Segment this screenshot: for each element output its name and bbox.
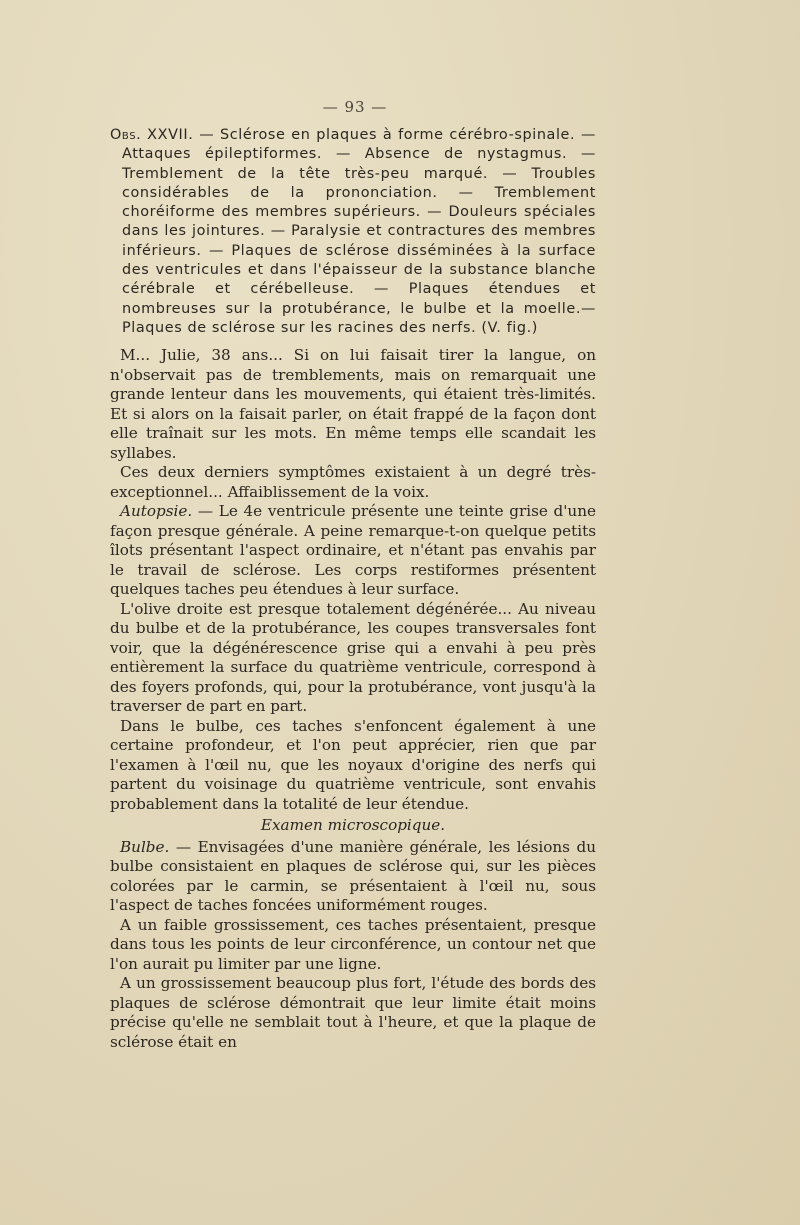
paragraph-symptoms: Ces deux derniers symptômes existaient à un degré très-exceptionnel... Affaiblissement de la voix. [110, 463, 596, 501]
paragraph-autopsie [110, 502, 596, 600]
body-text [110, 126, 596, 1052]
autopsie-label: Autopsie. [120, 502, 193, 521]
paragraph-olive: L'olive droite est presque totalement dégénérée... Au niveau du bulbe et de la protubérance, les coupes transversales font voir, que la dégénérescence grise qui a envahi à peu près entièrement la surface du quatrième ventricule, correspond à des foyers profonds, qui, pour la protubérance, vont jusqu'à la traverser de part en part. [110, 599, 596, 716]
page-number: — 93 — [322, 98, 388, 116]
autopsie-text: — Le 4e ventricule présente une teinte grise d'une façon presque générale. A peine remarque-t-on quelque petits îlots présentant l'aspect ordinaire, et n'étant pas envahis par le travail de sclérose. Les corps restiformes présentent quelques taches peu étendues à leur surface. [110, 502, 596, 599]
section-heading: Examen microscopique. [260, 816, 446, 835]
observation-number: Obs. XXVII. [110, 127, 194, 143]
observation-title [110, 126, 596, 338]
paragraph-faible-grossissement: A un faible grossissement, ces taches présentaient, presque dans tous les points de leur circonférence, un contour net que l'on aurait pu limiter par une ligne. [110, 915, 596, 973]
bulbe-label: Bulbe. [120, 837, 170, 856]
observation-summary: — Sclérose en plaques à forme cérébro-spinale. — Attaques épileptiformes. — Absence de nystagmus. — Tremblement de la tête très-peu marqué. — Troubles considérables de la prononciation. — Tremblement choréiforme des membres supérieurs. — Douleurs spéciales dans les jointures. — Paralysie et contractures des membres inférieurs. — Plaques de sclérose disséminées à la surface des ventricules et dans l'épaisseur de la substance blanche cérébrale et cérébelleuse. — Plaques étendues et nombreuses sur la protubérance, le bulbe et la moelle.—Plaques de sclérose sur les racines des nerfs. (V. fig.) [122, 127, 596, 336]
paragraph-bulbe [110, 838, 596, 916]
paragraph-bulbe-taches: Dans le bulbe, ces taches s'enfoncent également à une certaine profondeur, et l'on peut apprécier, rien que par l'examen à l'œil nu, que les noyaux d'origine des nerfs qui partent du voisinage du quatrième ventricule, sont envahis probablement dans la totalité de leur étendue. [110, 716, 596, 813]
paragraph-fort-grossissement: A un grossissement beaucoup plus fort, l'étude des bords des plaques de sclérose démontrait que leur limite était moins précise qu'elle ne semblait tout à l'heure, et que la plaque de sclérose était en [110, 974, 596, 1051]
bulbe-text: — Envisagées d'une manière générale, les lésions du bulbe consistaient en plaques de sclérose qui, sur les pièces colorées par le carmin, se présentaient à l'œil nu, sous l'aspect de taches foncées uniformément rouges. [110, 837, 596, 915]
paragraph-patient: M... Julie, 38 ans... Si on lui faisait tirer la langue, on n'observait pas de tremblements, mais on remarquait une grande lenteur dans les mouvements, qui étaient très-limités. Et si alors on la faisait parler, on était frappé de la façon dont elle traînait sur les mots. En même temps elle scandait les syllabes. [110, 346, 596, 462]
